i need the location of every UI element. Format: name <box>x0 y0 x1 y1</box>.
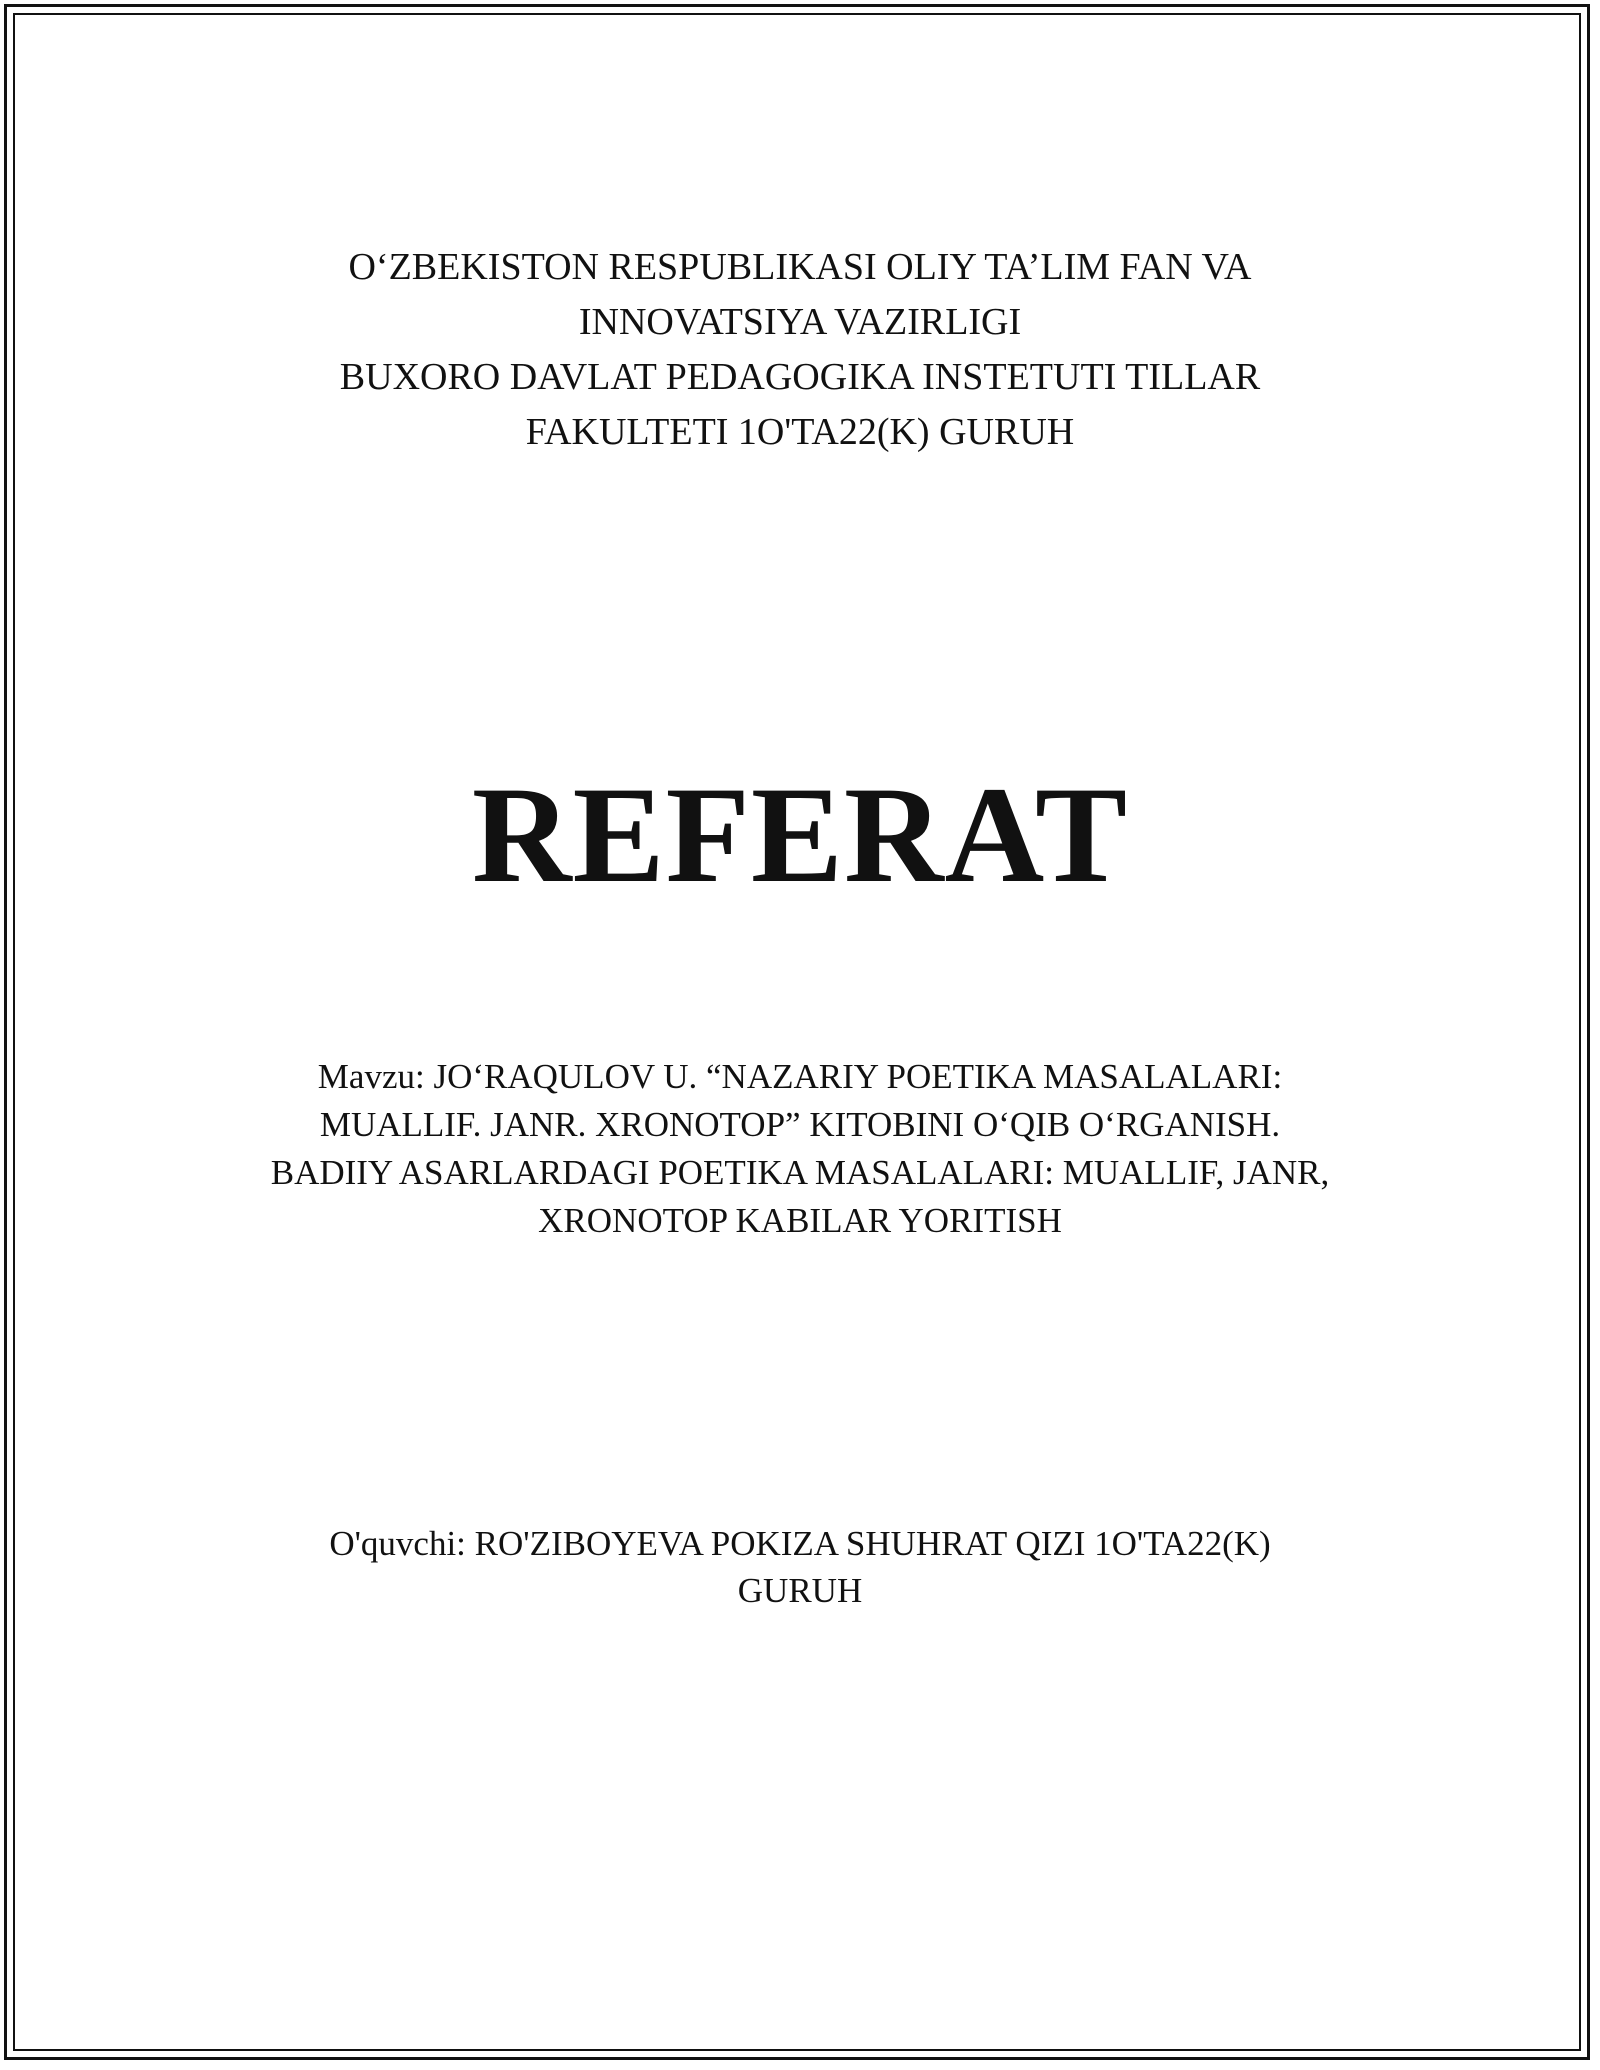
header-line: INNOVATSIYA VAZIRLIGI <box>578 301 1022 343</box>
student-block <box>0 1520 1600 1614</box>
topic-block <box>0 1053 1600 1245</box>
topic-line: XRONOTOP KABILAR YORITISH <box>538 1201 1062 1240</box>
topic-line: BADIIY ASARLARDAGI POETIKA MASALALARI: MUALLIF, JANR, <box>270 1153 1330 1192</box>
document-title: REFERAT <box>471 758 1129 911</box>
header-line: FAKULTETI 1O'TA22(K) GURUH <box>525 411 1075 453</box>
topic-line: MUALLIF. JANR. XRONOTOP” KITOBINI O‘QIB O‘RGANISH. <box>319 1105 1281 1144</box>
student-line: GURUH <box>737 1571 863 1610</box>
student-line: O'quvchi: RO'ZIBOYEVA POKIZA SHUHRAT QIZI 1O'TA22(K) <box>329 1524 1271 1563</box>
header-line: O‘ZBEKISTON RESPUBLIKASI OLIY TA’LIM FAN VA <box>348 246 1252 288</box>
topic-line: Mavzu: JO‘RAQULOV U. “NAZARIY POETIKA MASALALARI: <box>317 1057 1283 1096</box>
header-line: BUXORO DAVLAT PEDAGOGIKA INSTETUTI TILLAR <box>339 356 1261 398</box>
institution-header <box>0 240 1600 460</box>
